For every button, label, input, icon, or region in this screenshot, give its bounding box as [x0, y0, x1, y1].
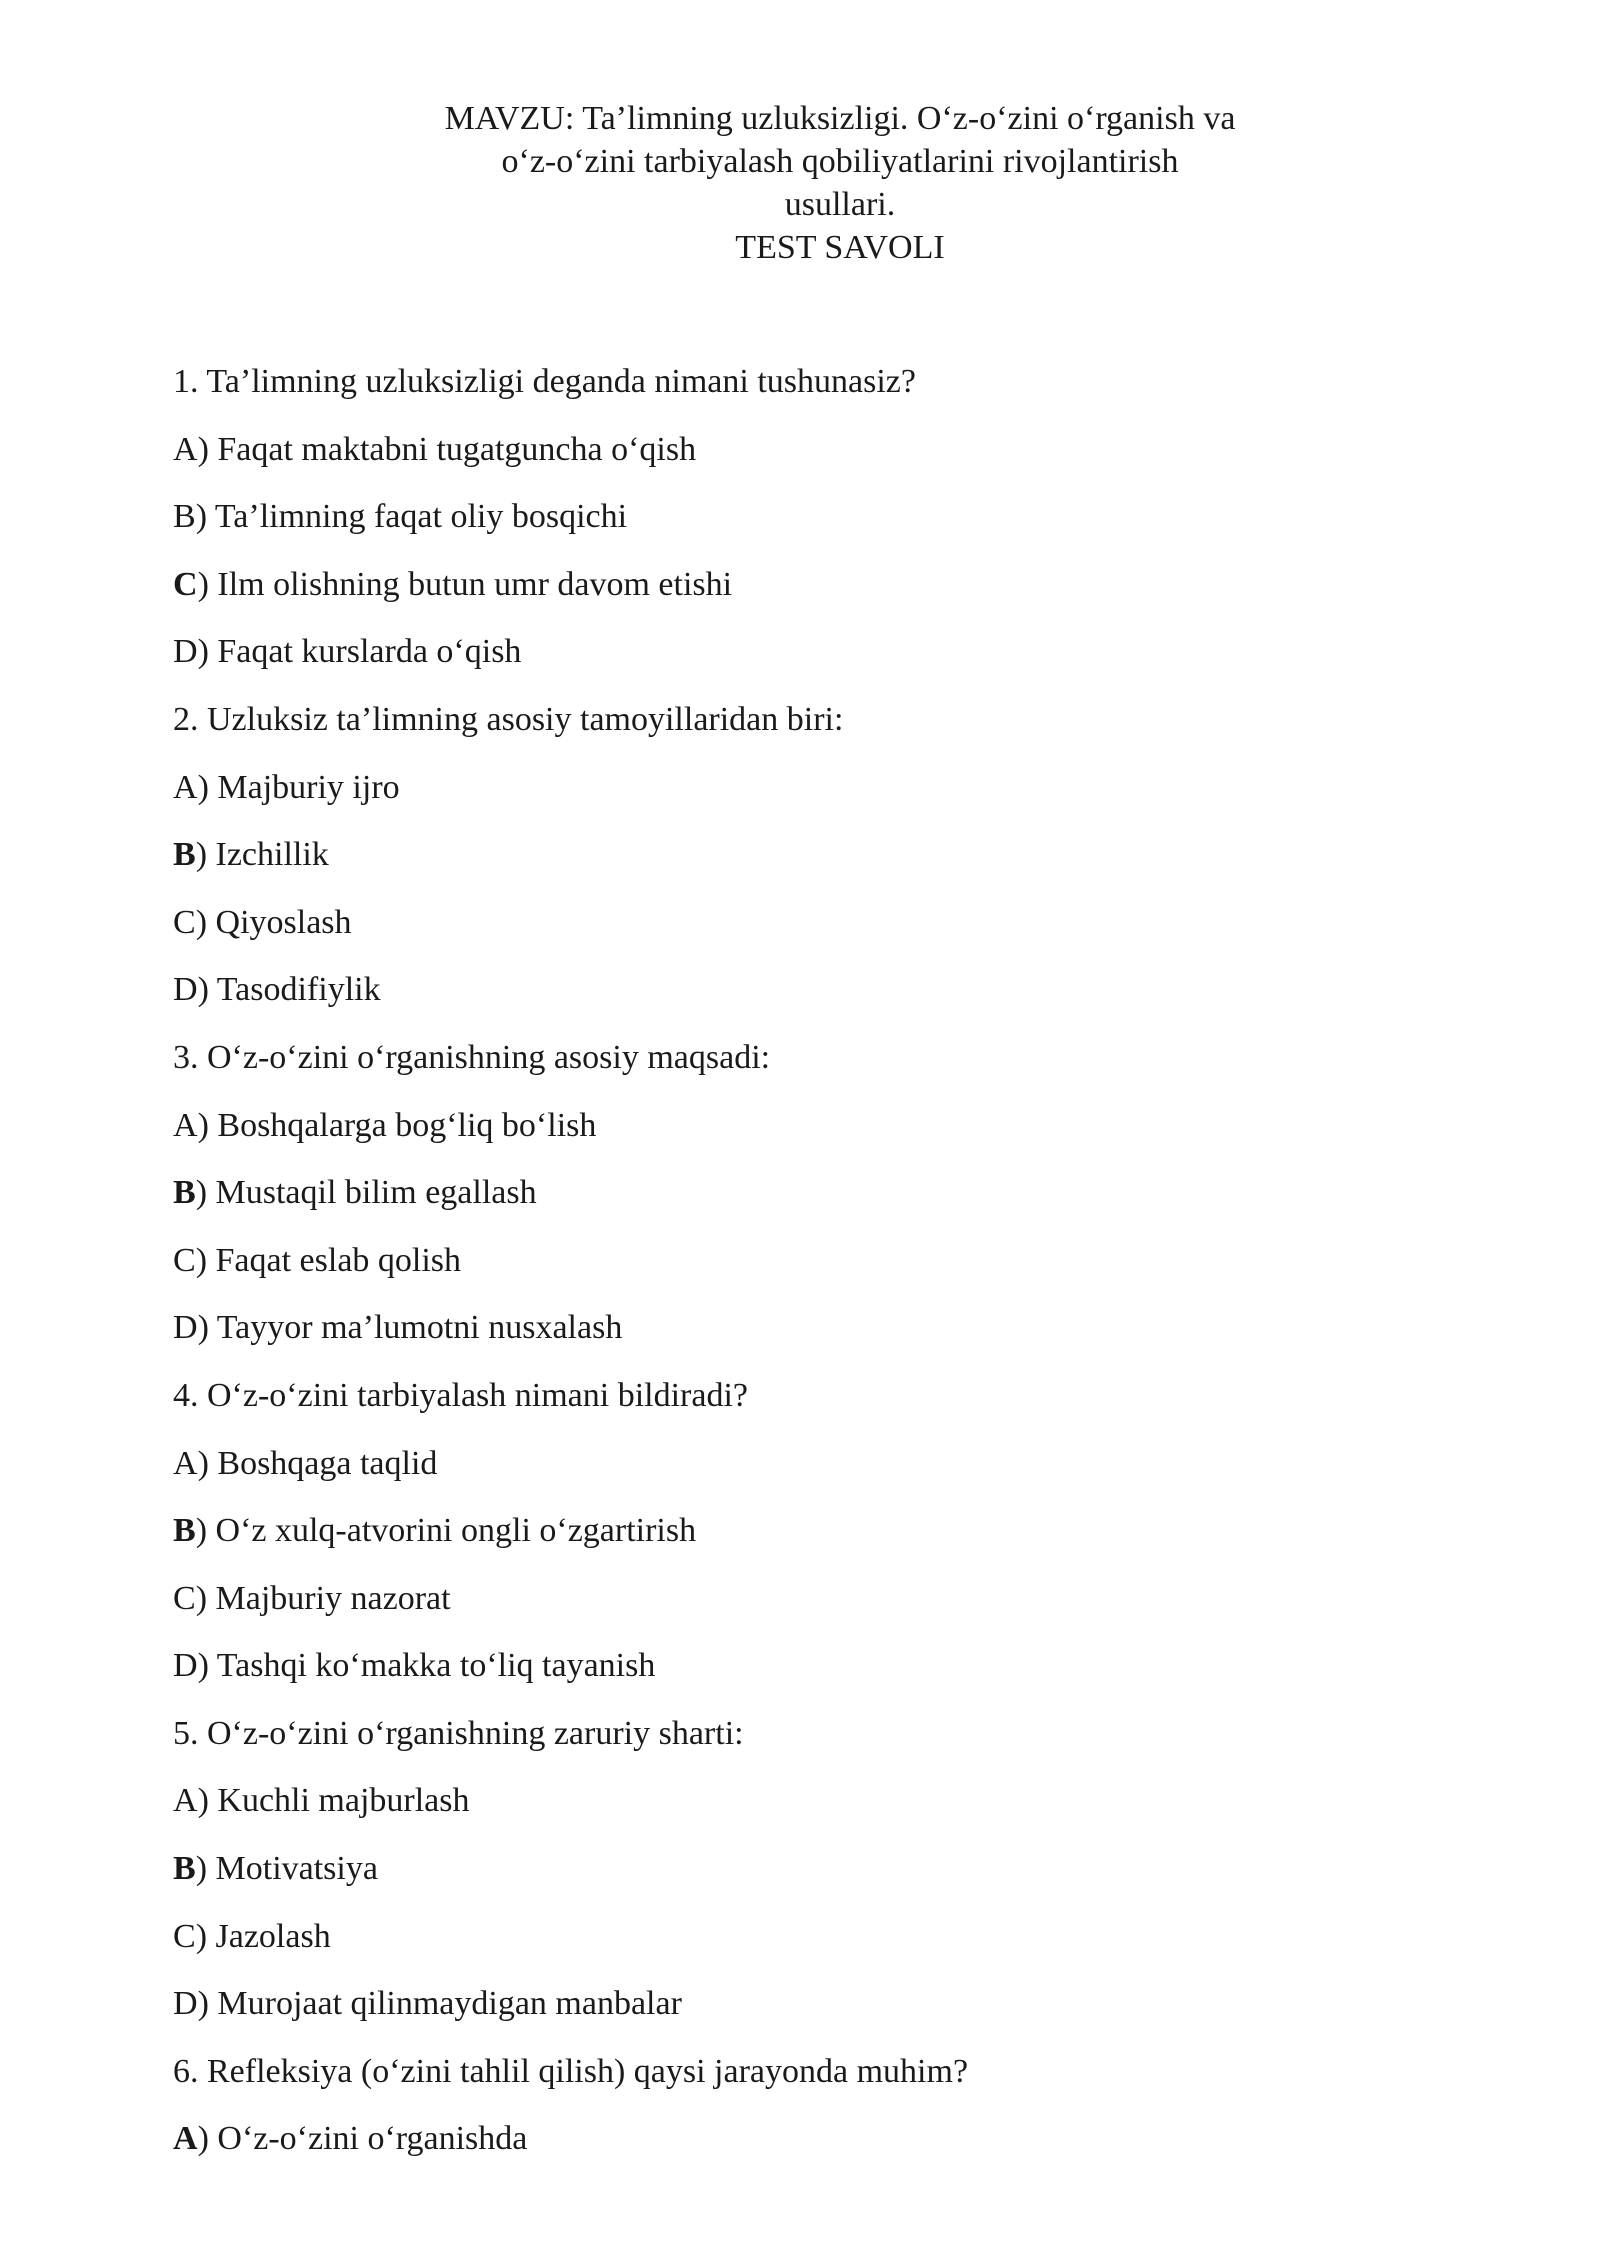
- option-letter: D: [173, 633, 198, 671]
- option-letter: A: [173, 768, 198, 806]
- option-letter: A: [173, 1782, 198, 1820]
- question-6: [173, 2050, 1473, 2185]
- answer-option: [173, 495, 1473, 563]
- answer-option: [173, 428, 1473, 496]
- answer-option: [173, 1306, 1473, 1374]
- option-text: ) O‘z xulq-atvorini ongli o‘zgartirish: [195, 1512, 697, 1550]
- option-letter-correct: A: [173, 2120, 198, 2158]
- option-letter-correct: B: [173, 1512, 196, 1550]
- question-text: 2. Uzluksiz ta’limning asosiy tamoyillaridan biri:: [173, 700, 844, 738]
- question-2: [173, 698, 1473, 1036]
- option-text: ) O‘z-o‘zini o‘rganishda: [197, 2120, 528, 2158]
- option-text: ) Ta’limning faqat oliy bosqichi: [195, 498, 628, 536]
- option-text: ) Qiyoslash: [195, 903, 352, 941]
- answer-option: [173, 1779, 1473, 1847]
- option-text: ) Majburiy ijro: [197, 768, 400, 806]
- answer-option: [173, 1442, 1473, 1510]
- question-text: 1. Ta’limning uzluksizligi deganda nimani tushunasiz?: [173, 363, 916, 400]
- option-letter: A: [173, 1106, 198, 1144]
- option-text: ) Tashqi ko‘makka to‘liq tayanish: [197, 1647, 656, 1685]
- option-letter-correct: B: [173, 1174, 196, 1212]
- option-text: ) Faqat maktabni tugatguncha o‘qish: [197, 430, 697, 468]
- title-line-1: MAVZU: Ta’limning uzluksizligi. O‘z-o‘zini o‘rganish va: [444, 100, 1236, 137]
- answer-option: [173, 1509, 1473, 1577]
- answer-option: [173, 766, 1473, 834]
- question-list: [173, 360, 1473, 2185]
- answer-option: [173, 833, 1473, 901]
- option-text: ) Majburiy nazorat: [195, 1579, 451, 1617]
- option-letter: C: [173, 1917, 196, 1955]
- option-text: ) Boshqalarga bog‘liq bo‘lish: [197, 1106, 597, 1144]
- option-text: ) Izchillik: [195, 836, 329, 874]
- answer-option: [173, 1982, 1473, 2050]
- document-title: [0, 97, 1600, 269]
- answer-option: [173, 563, 1473, 631]
- option-text: ) Ilm olishning butun umr davom etishi: [197, 565, 733, 603]
- option-letter: D: [173, 1647, 198, 1685]
- answer-option: [173, 901, 1473, 969]
- question-5: [173, 1712, 1473, 2050]
- option-letter: C: [173, 903, 196, 941]
- option-text: ) Mustaqil bilim egallash: [195, 1174, 537, 1212]
- question-text: 5. O‘z-o‘zini o‘rganishning zaruriy sharti:: [173, 1714, 744, 1752]
- option-text: ) Murojaat qilinmaydigan manbalar: [197, 1985, 682, 2023]
- option-letter: A: [173, 430, 198, 468]
- option-letter-correct: B: [173, 836, 196, 874]
- option-text: ) Motivatsiya: [195, 1850, 378, 1888]
- option-letter: B: [173, 498, 196, 536]
- test-heading: TEST SAVOLI: [735, 229, 945, 266]
- title-line-2: o‘z-o‘zini tarbiyalash qobiliyatlarini rivojlantirish: [501, 143, 1179, 180]
- option-letter: D: [173, 971, 198, 1009]
- option-text: ) Tayyor ma’lumotni nusxalash: [197, 1309, 623, 1347]
- option-letter: D: [173, 1309, 198, 1347]
- option-letter: D: [173, 1985, 198, 2023]
- answer-option: [173, 1171, 1473, 1239]
- question-1: [173, 360, 1473, 698]
- option-letter: C: [173, 1579, 196, 1617]
- answer-option: [173, 1644, 1473, 1712]
- question-text: 3. O‘z-o‘zini o‘rganishning asosiy maqsadi:: [173, 1038, 771, 1076]
- question-3: [173, 1036, 1473, 1374]
- option-letter: A: [173, 1444, 198, 1482]
- option-letter: C: [173, 1241, 196, 1279]
- answer-option: [173, 1915, 1473, 1983]
- option-text: ) Tasodifiylik: [197, 971, 381, 1009]
- option-letter-correct: C: [173, 565, 198, 603]
- answer-option: [173, 968, 1473, 1036]
- option-text: ) Kuchli majburlash: [197, 1782, 470, 1820]
- answer-option: [173, 1847, 1473, 1915]
- option-text: ) Boshqaga taqlid: [197, 1444, 438, 1482]
- answer-option: [173, 1239, 1473, 1307]
- option-text: ) Faqat kurslarda o‘qish: [197, 633, 522, 671]
- option-text: ) Faqat eslab qolish: [195, 1241, 462, 1279]
- answer-option: [173, 1104, 1473, 1172]
- question-text: 4. O‘z-o‘zini tarbiyalash nimani bildiradi?: [173, 1376, 748, 1414]
- title-line-3: usullari.: [784, 186, 896, 223]
- option-letter-correct: B: [173, 1850, 196, 1888]
- option-text: ) Jazolash: [195, 1917, 331, 1955]
- answer-option: [173, 630, 1473, 698]
- question-4: [173, 1374, 1473, 1712]
- answer-option: [173, 1577, 1473, 1645]
- answer-option: [173, 2117, 1473, 2185]
- question-text: 6. Refleksiya (o‘zini tahlil qilish) qaysi jarayonda muhim?: [173, 2052, 969, 2090]
